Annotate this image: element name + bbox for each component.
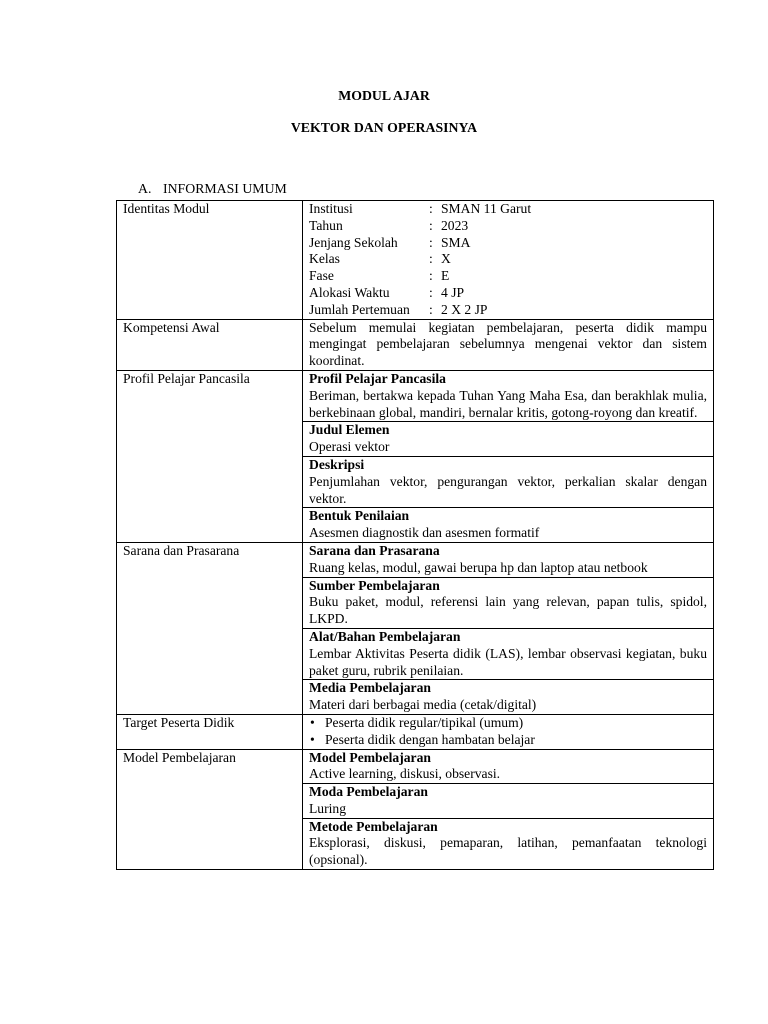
block-heading: Sarana dan Prasarana xyxy=(309,542,440,558)
row-label: Sarana dan Prasarana xyxy=(117,542,303,714)
field-value: E xyxy=(441,268,450,284)
field-value: 4 JP xyxy=(441,284,465,300)
field-sep: : xyxy=(429,234,433,250)
row-label: Model Pembelajaran xyxy=(117,749,303,870)
field-value: 2 X 2 JP xyxy=(441,301,488,317)
sarana-blocks xyxy=(303,542,714,714)
kompetensi-text: Sebelum memulai kegiatan pembelajaran, peserta didik mampu mengingat pembelajaran sebelumnya mengenai vektor dan sistem koordinat. xyxy=(303,319,714,370)
field-key: Tahun xyxy=(309,217,343,233)
block-heading: Moda Pembelajaran xyxy=(309,784,428,800)
row-model xyxy=(117,749,714,870)
row-label: Kompetensi Awal xyxy=(117,319,303,370)
field-key: Institusi xyxy=(309,201,353,216)
row-target xyxy=(117,714,714,749)
row-label: Identitas Modul xyxy=(117,201,303,320)
field-sep: : xyxy=(429,284,433,300)
block-heading: Media Pembelajaran xyxy=(309,680,431,696)
field-sep: : xyxy=(429,301,433,317)
sub-block xyxy=(303,371,713,421)
target-list xyxy=(309,715,707,749)
sub-block xyxy=(303,750,713,784)
row-sarana xyxy=(117,542,714,714)
bullet-icon: • xyxy=(310,714,315,730)
row-label: Profil Pelajar Pancasila xyxy=(117,370,303,542)
sub-block xyxy=(303,783,713,818)
field-value: X xyxy=(441,251,451,267)
block-heading: Alat/Bahan Pembelajaran xyxy=(309,628,461,644)
block-text: Ruang kelas, modul, gawai berupa hp dan laptop atau netbook xyxy=(309,559,648,575)
sub-block xyxy=(303,421,713,456)
list-item-text: Peserta didik dengan hambatan belajar xyxy=(325,731,535,747)
field-key: Kelas xyxy=(309,251,340,267)
info-table xyxy=(116,200,714,870)
sub-block xyxy=(303,679,713,714)
block-text: Lembar Aktivitas Peserta didik (LAS), lembar observasi kegiatan, buku paket guru, rubrik penilaian. xyxy=(309,645,707,678)
section-title: INFORMASI UMUM xyxy=(163,181,287,196)
block-text: Active learning, diskusi, observasi. xyxy=(309,766,501,782)
list-item-text: Peserta didik regular/tipikal (umum) xyxy=(325,714,524,730)
field-key: Jenjang Sekolah xyxy=(309,234,398,250)
row-kompetensi xyxy=(117,319,714,370)
target-list-cell xyxy=(303,714,714,749)
block-text: Penjumlahan vektor, pengurangan vektor, perkalian skalar dengan vektor. xyxy=(309,473,707,506)
sub-block xyxy=(303,543,713,577)
field-value: SMAN 11 Garut xyxy=(441,201,532,216)
section-heading xyxy=(138,181,287,198)
block-heading: Model Pembelajaran xyxy=(309,749,431,765)
field-value: 2023 xyxy=(441,217,469,233)
row-profil xyxy=(117,370,714,542)
model-blocks xyxy=(303,749,714,870)
field-sep: : xyxy=(429,217,433,233)
document-title: MODUL AJAR xyxy=(338,88,430,103)
sub-block xyxy=(303,456,713,507)
section-number: A. xyxy=(138,181,152,196)
list-item xyxy=(309,715,707,732)
sub-block xyxy=(303,577,713,628)
field-sep: : xyxy=(429,268,433,284)
field-key: Alokasi Waktu xyxy=(309,284,390,300)
block-text: Eksplorasi, diskusi, pemaparan, latihan, pemanfaatan teknologi (opsional). xyxy=(309,835,707,868)
field-sep: : xyxy=(429,201,433,216)
block-heading: Sumber Pembelajaran xyxy=(309,577,440,593)
block-text: Operasi vektor xyxy=(309,439,390,455)
list-item xyxy=(309,732,707,749)
document-subtitle: VEKTOR DAN OPERASINYA xyxy=(290,120,478,135)
block-text: Buku paket, modul, referensi lain yang relevan, papan tulis, spidol, LKPD. xyxy=(309,594,707,627)
sub-block xyxy=(303,628,713,679)
field-key: Fase xyxy=(309,268,334,284)
bullet-icon: • xyxy=(310,731,315,747)
sub-block xyxy=(303,507,713,542)
row-label: Target Peserta Didik xyxy=(117,714,303,749)
block-text: Luring xyxy=(309,800,346,816)
sub-block xyxy=(303,818,713,869)
field-key: Jumlah Pertemuan xyxy=(309,301,410,317)
block-heading: Deskripsi xyxy=(309,456,365,472)
row-identitas xyxy=(117,201,714,320)
block-heading: Judul Elemen xyxy=(309,422,390,438)
block-text: Materi dari berbagai media (cetak/digital) xyxy=(309,697,537,713)
identitas-fields xyxy=(303,201,714,320)
block-heading: Profil Pelajar Pancasila xyxy=(309,370,446,386)
field-value: SMA xyxy=(441,234,471,250)
block-text: Beriman, bertakwa kepada Tuhan Yang Maha Esa, dan berakhlak mulia, berkebinaan global, mandiri, bernalar kritis, gotong-royong dan kreatif. xyxy=(309,387,707,420)
block-heading: Metode Pembelajaran xyxy=(309,818,438,834)
profil-blocks xyxy=(303,370,714,542)
block-heading: Bentuk Penilaian xyxy=(309,508,410,524)
block-text: Asesmen diagnostik dan asesmen formatif xyxy=(309,525,540,541)
field-sep: : xyxy=(429,251,433,267)
